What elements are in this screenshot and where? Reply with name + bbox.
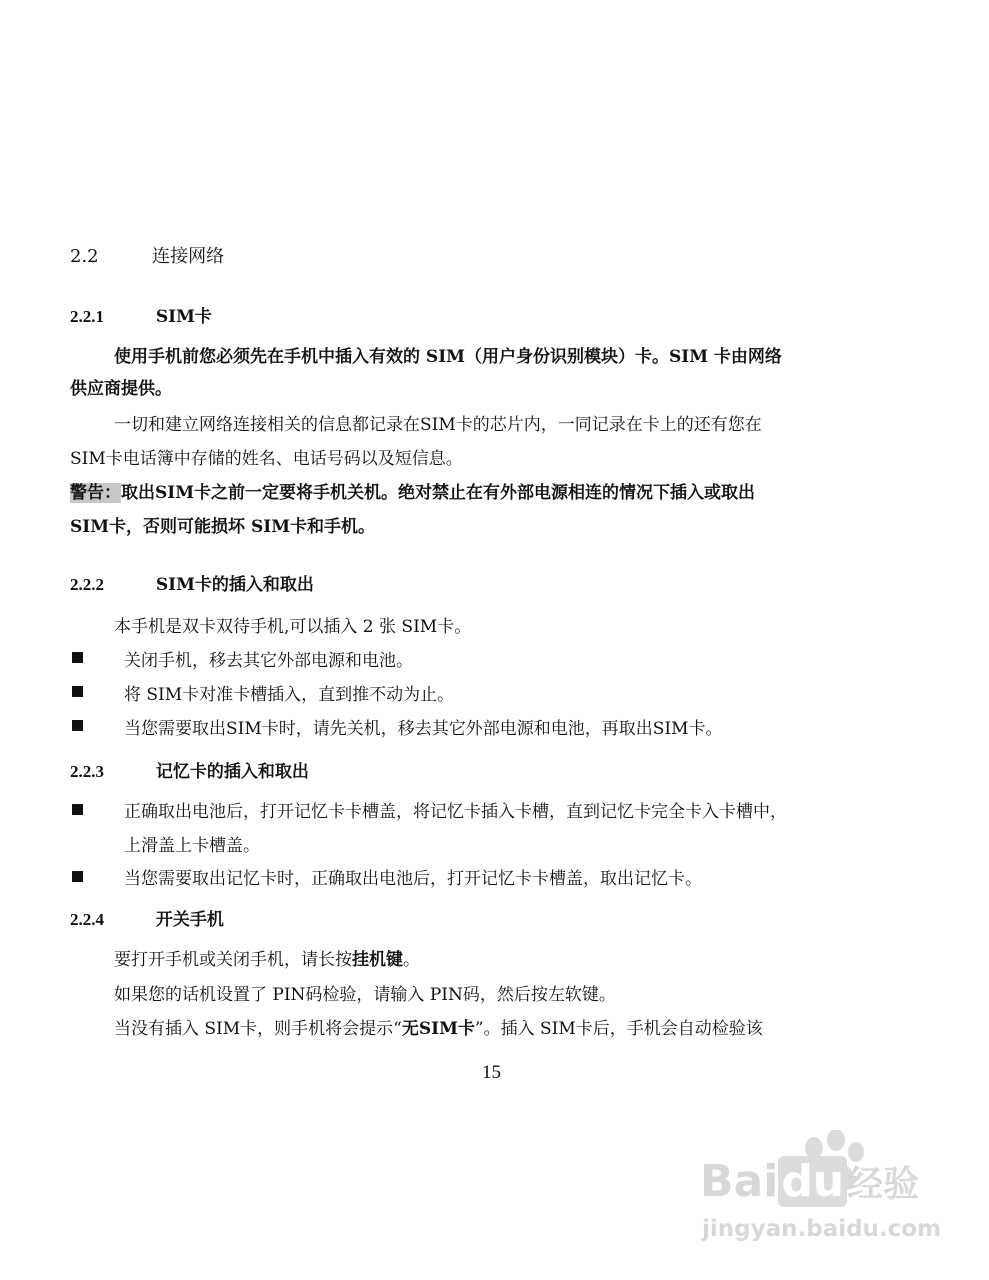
subsection-title: SIM卡 <box>155 307 212 327</box>
subsection-number: 2.2.3 <box>70 762 104 781</box>
text-run: 要打开手机或关闭手机，请长按 <box>114 950 352 970</box>
section-heading <box>70 242 224 268</box>
prompt-text: 无SIM卡 <box>401 1019 475 1039</box>
subsection-title: 记忆卡的插入和取出 <box>155 762 309 782</box>
subsection-heading-221 <box>70 302 212 327</box>
paragraph-line: 如果您的话机设置了 PIN码检验，请输入 PIN码，然后按左软键。 <box>114 985 616 1005</box>
list-item-continuation: 上滑盖上卡槽盖。 <box>124 836 260 856</box>
list-item: 当您需要取出记忆卡时，正确取出电池后，打开记忆卡卡槽盖，取出记忆卡。 <box>124 869 702 889</box>
subsection-heading-223 <box>70 757 309 782</box>
watermark-brand-du: du <box>778 1156 847 1207</box>
watermark-url: jingyan.baidu.com <box>702 1216 942 1242</box>
section-title: 连接网络 <box>152 246 225 267</box>
warning-label: 警告： <box>70 483 121 503</box>
paragraph-line <box>114 945 420 970</box>
text-run: ”。插入 SIM卡后，手机会自动检验该 <box>474 1019 763 1039</box>
list-item: 将 SIM卡对准卡槽插入，直到推不动为止。 <box>124 685 455 705</box>
warning-text: 取出SIM卡之前一定要将手机关机。绝对禁止在有外部电源相连的情况下插入或取出 <box>121 483 756 503</box>
paragraph-line: 使用手机前您必须先在手机中插入有效的 SIM（用户身份识别模块）卡。SIM 卡由网络 <box>114 347 782 367</box>
baidu-watermark <box>700 1130 950 1260</box>
key-name: 挂机键 <box>352 950 403 970</box>
paragraph-line: 本手机是双卡双待手机,可以插入 2 张 SIM卡。 <box>114 617 472 637</box>
paragraph-line: 供应商提供。 <box>70 379 172 399</box>
paragraph-line: 一切和建立网络连接相关的信息都记录在SIM卡的芯片内，一同记录在卡上的还有您在 <box>114 415 762 435</box>
watermark-brand-cn: 经验 <box>847 1164 920 1205</box>
watermark-brand-latin: Bai <box>700 1156 779 1207</box>
subsection-number: 2.2.4 <box>70 910 104 929</box>
subsection-number: 2.2.2 <box>70 575 104 594</box>
warning-line <box>70 478 755 503</box>
subsection-title: SIM卡的插入和取出 <box>155 575 314 595</box>
paragraph-line <box>114 1014 763 1039</box>
list-item: 当您需要取出SIM卡时，请先关机，移去其它外部电源和电池，再取出SIM卡。 <box>124 719 723 739</box>
section-number: 2.2 <box>70 246 99 267</box>
list-item: 正确取出电池后，打开记忆卡卡槽盖，将记忆卡插入卡槽，直到记忆卡完全卡入卡槽中， <box>124 802 787 822</box>
bullet-square-icon <box>72 871 83 882</box>
list-item: 关闭手机，移去其它外部电源和电池。 <box>124 651 413 671</box>
text-run: 当没有插入 SIM卡，则手机将会提示“ <box>114 1019 402 1039</box>
bullet-square-icon <box>72 804 83 815</box>
subsection-heading-222 <box>70 570 314 595</box>
page-number: 15 <box>482 1062 501 1083</box>
bullet-square-icon <box>72 652 83 663</box>
subsection-title: 开关手机 <box>155 910 224 930</box>
paragraph-line: SIM卡电话簿中存储的姓名、电话号码以及短信息。 <box>70 449 463 469</box>
watermark-brand <box>700 1156 919 1207</box>
bullet-square-icon <box>72 686 83 697</box>
subsection-heading-224 <box>70 905 224 930</box>
subsection-number: 2.2.1 <box>70 307 104 326</box>
bullet-square-icon <box>72 720 83 731</box>
text-run: 。 <box>403 950 420 970</box>
warning-line: SIM卡，否则可能损坏 SIM卡和手机。 <box>70 517 376 537</box>
